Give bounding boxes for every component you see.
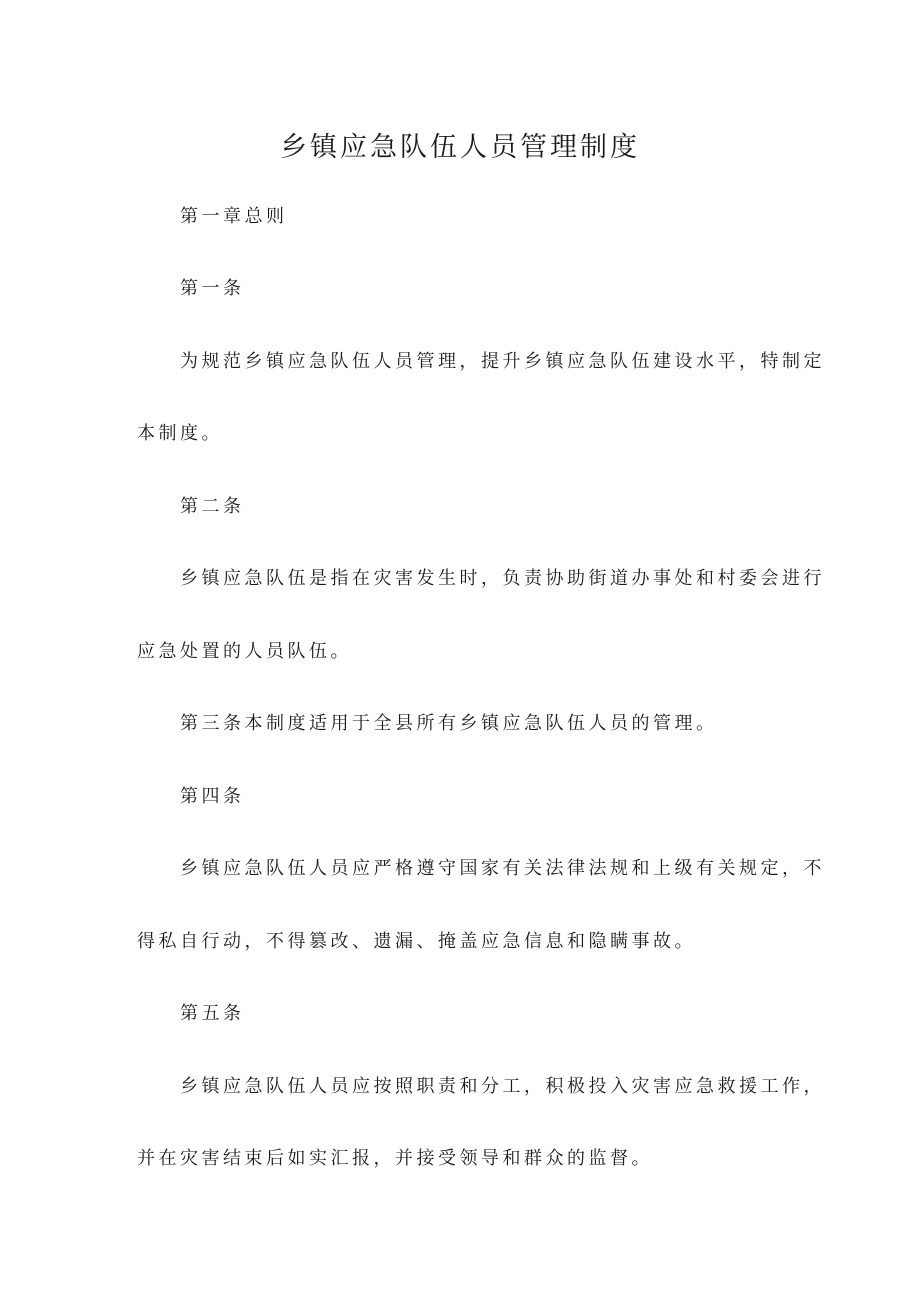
- article-1-text-line-2: 本制度。: [137, 423, 223, 444]
- article-4-text-line-2: 得私自行动，不得篡改、遗漏、掩盖应急信息和隐瞒事故。: [137, 931, 696, 952]
- article-4-heading: 第四条: [180, 786, 245, 807]
- chapter-heading: 第一章总则: [180, 206, 288, 227]
- article-4-text-line-1: 乡镇应急队伍人员应严格遵守国家有关法律法规和上级有关规定，不: [180, 858, 825, 879]
- article-2-heading: 第二条: [180, 496, 245, 517]
- article-3-text: 第三条本制度适用于全县所有乡镇应急队伍人员的管理。: [180, 713, 718, 734]
- article-5-text-line-1: 乡镇应急队伍人员应按照职责和分工，积极投入灾害应急救援工作，: [180, 1076, 825, 1097]
- article-1-text-line-1: 为规范乡镇应急队伍人员管理，提升乡镇应急队伍建设水平，特制定: [180, 351, 825, 372]
- article-5-text-line-2: 并在灾害结束后如实汇报，并接受领导和群众的监督。: [137, 1148, 653, 1169]
- article-5-heading: 第五条: [180, 1003, 245, 1024]
- document-title: 乡镇应急队伍人员管理制度: [280, 132, 640, 163]
- article-2-text-line-2: 应急处置的人员队伍。: [137, 641, 352, 662]
- article-2-text-line-1: 乡镇应急队伍是指在灾害发生时，负责协助街道办事处和村委会进行: [180, 568, 825, 589]
- article-1-heading: 第一条: [180, 278, 245, 299]
